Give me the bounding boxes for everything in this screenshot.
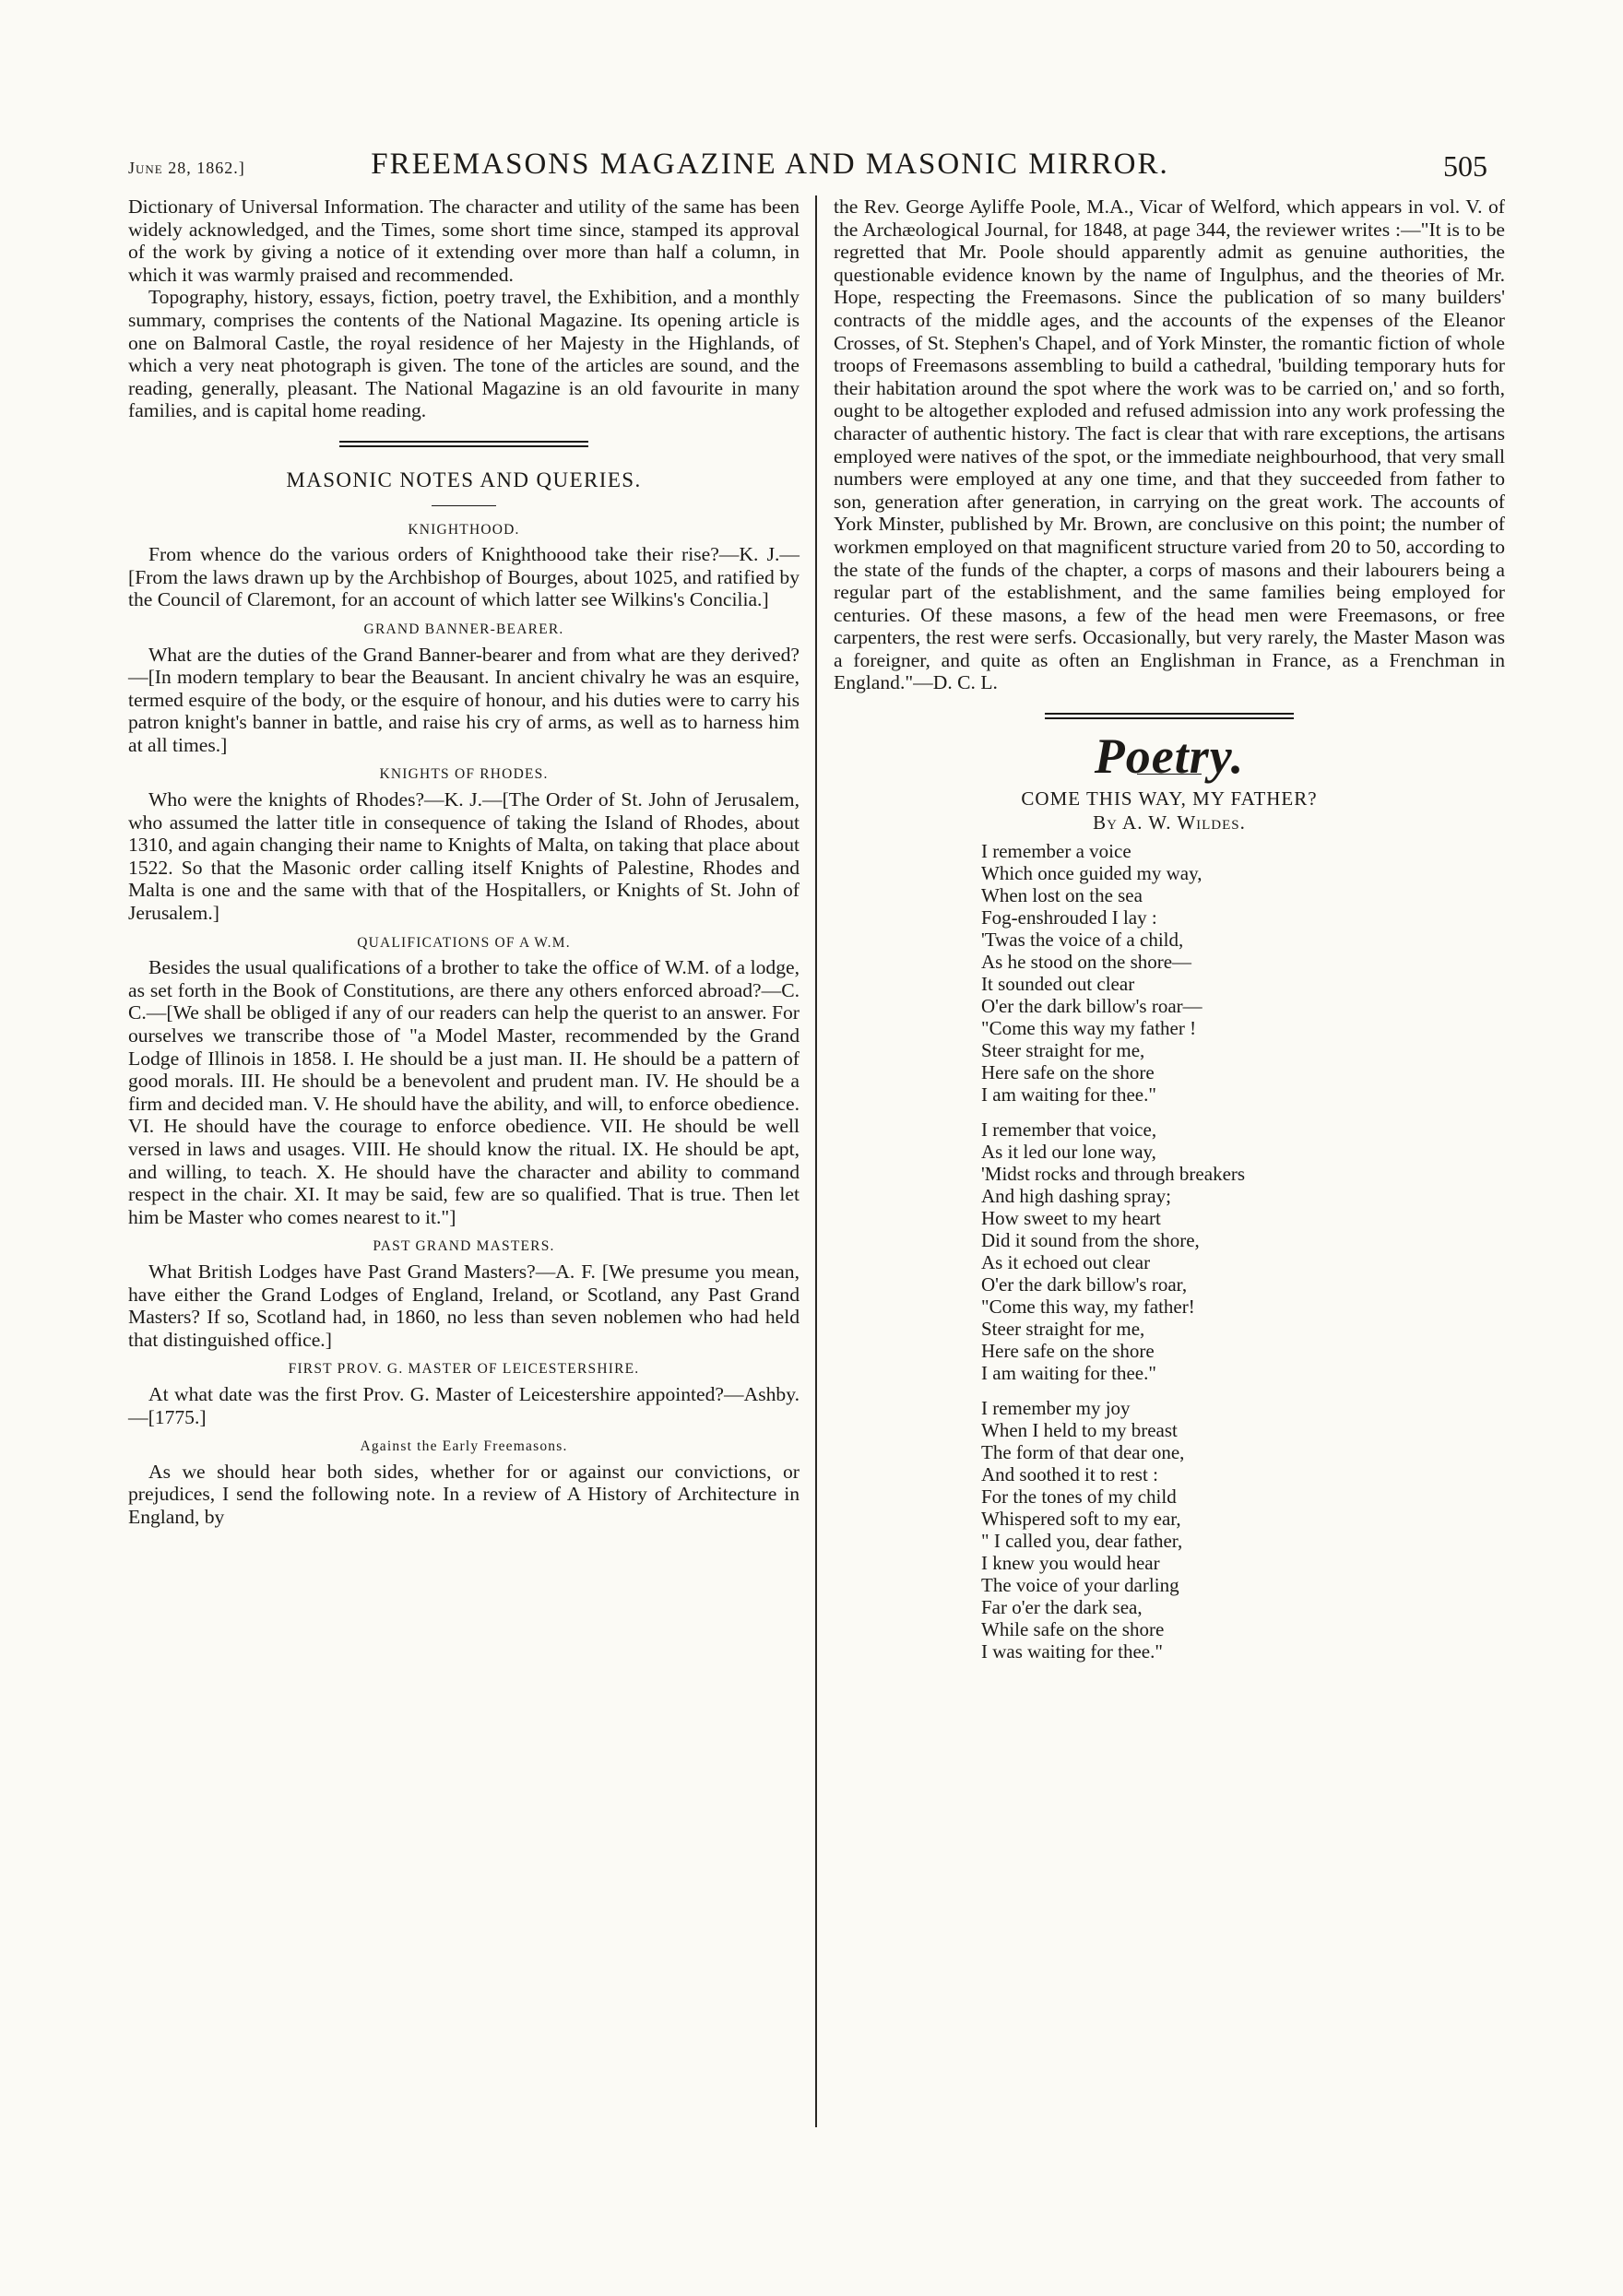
query-heading: Against the Early Freemasons. bbox=[360, 1438, 568, 1455]
poem-title: COME THIS WAY, MY FATHER? bbox=[1021, 787, 1318, 810]
query-text: Who were the knights of Rhodes?—K. J.—[The Order of St. John of Jerusalem, who assumed the latter title in consequence of taking the Island of Rhodes, about 1310, and again changing their name to Knights of Malta, on taking that place about 1522. So that the Masonic order calling itself Knights of Palestine, Rhodes and Malta is one and the same with that of the Hospitallers, or Knights of St. John of Jerusalem.] bbox=[128, 788, 800, 925]
column-rule bbox=[815, 195, 817, 2127]
query-text: At what date was the first Prov. G. Master of Leicestershire appointed?—Ashby.—[1775.] bbox=[128, 1382, 800, 1428]
poem-line: I remember a voice bbox=[981, 839, 1131, 862]
poem-line: O'er the dark billow's roar, bbox=[981, 1272, 1188, 1296]
paragraph: the Rev. George Ayliffe Poole, M.A., Vicar of Welford, which appears in vol. V. of the Archæological Journal, for 1848, at page 344, the reviewer writes :—"It is to be regretted that Mr. Poole should apparently admit as genuine authorities, the questionable evidence known by the name of Ingulphus, and the theories of Mr. Hope, respecting the Freemasons. Since the publication of so many builders' contracts of the middle ages, and the accounts of the expenses of the Eleanor Crosses, of St. Stephen's Chapel, and of York Minster, the romantic fiction of whole troops of Freemasons assembling to build a cathedral, 'building temporary huts for their habitation around the spot where the work was to be carried on,' and so forth, ought to be altogether exploded and refused admission into any work professing the character of authentic history. The fact is clear that with rare exceptions, the artisans employed were natives of the spot, or the immediate neighbourhood, that very small numbers were employed at any one time, and that they succeeded from father to son, generation after generation, in carrying on the great work. The accounts of York Minster, published by Mr. Brown, are conclusive on this point; the number of workmen employed on that magnificent structure varied from 20 to 50, according to the state of the funds of the chapter, a corps of masons and their labourers being a regular part of the establishment, and the same families being employed for centuries. Of these masons, a few of the head men were Freemasons, or free carpenters, the rest were serfs. Occasionally, but very rarely, the Master Mason was a foreigner, and quite as often an Englishman in France, as a Frenchman in England."—D. C. L. bbox=[834, 195, 1505, 694]
poem-line: Steer straight for me, bbox=[981, 1317, 1145, 1340]
poem-line: I am waiting for thee." bbox=[981, 1083, 1156, 1106]
poem-line: Fog-enshrouded I lay : bbox=[981, 905, 1157, 929]
section-divider bbox=[339, 441, 588, 447]
poem-line: 'Twas the voice of a child, bbox=[981, 928, 1184, 951]
poem-line: O'er the dark billow's roar— bbox=[981, 994, 1202, 1017]
section-title: MASONIC NOTES AND QUERIES. bbox=[286, 467, 642, 491]
query-text: From whence do the various orders of Knighthoood take their rise?—K. J.—[From the laws drawn up by the Archbishop of Bourges, about 1025, and ratified by the Council of Claremont, for an account of which latter see Wilkins's Concilia.] bbox=[128, 543, 800, 611]
poetry-heading: Poetry. bbox=[1094, 728, 1245, 785]
query-text: As we should hear both sides, whether for or against our convictions, or prejudices, I send the following note. In a review of A History of Architecture in England, by bbox=[128, 1460, 800, 1528]
query-heading: FIRST PROV. G. MASTER OF LEICESTERSHIRE. bbox=[288, 1361, 640, 1378]
paragraph: Topography, history, essays, fiction, poetry travel, the Exhibition, and a monthly summary, comprises the contents of the National Magazine. Its opening article is one on Balmoral Castle, the royal residence of her Majesty in the Highlands, of which a very neat photograph is given. The tone of the articles are sound, and the reading, generally, pleasant. The National Magazine is an old favourite in many families, and is capital home reading. bbox=[128, 286, 800, 422]
poem-line: How sweet to my heart bbox=[981, 1206, 1161, 1229]
poem-line: And soothed it to rest : bbox=[981, 1462, 1158, 1485]
poem-line: As he stood on the shore— bbox=[981, 950, 1192, 973]
query-heading: PAST GRAND MASTERS. bbox=[373, 1238, 555, 1255]
poem-line: 'Midst rocks and through breakers bbox=[981, 1162, 1246, 1185]
poem-line: I remember that voice, bbox=[981, 1118, 1157, 1141]
paragraph: Dictionary of Universal Information. The character and utility of the same has been widely acknowledged, and the Times, some short time since, stamped its approval of the work by giving a notice of it extending over more than half a column, in which it was warmly praised and recommended. bbox=[128, 195, 800, 286]
poem-line: I remember my joy bbox=[981, 1396, 1131, 1419]
section-divider bbox=[1045, 713, 1294, 719]
poem-line: When I held to my breast bbox=[981, 1418, 1178, 1441]
poem-stanza bbox=[981, 1118, 1505, 1384]
poem-line: I knew you would hear bbox=[981, 1551, 1160, 1574]
query-text: Besides the usual qualifications of a brother to take the office of W.M. of a lodge, as set forth in the Book of Constitutions, are there any others enforced abroad?—C. C.—[We shall be obliged if any of our readers can help the querist to an answer. For ourselves we transcribe those of "a Model Master, recommended by the Grand Lodge of Illinois in 1858. I. He should be a just man. II. He should be a pattern of good morals. III. He should be a benevolent and prudent man. IV. He should be a firm and decided man. V. He should have the ability, and will, to enforce obedience. VI. He should have the courage to enforce obedience. VII. He should be well versed in laws and usages. VIII. He should know the ritual. IX. He should be apt, and willing, to teach. X. He should have the character and ability to command respect in the chair. XI. It may be said, few are so qualified. That is true. Then let him be Master who comes nearest to it."] bbox=[128, 956, 800, 1228]
poem-line: Far o'er the dark sea, bbox=[981, 1595, 1143, 1618]
poem-line: Whispered soft to my ear, bbox=[981, 1507, 1181, 1530]
poem-line: I was waiting for thee." bbox=[981, 1639, 1163, 1663]
query-heading: GRAND BANNER-BEARER. bbox=[363, 621, 564, 637]
query-heading: KNIGHTS OF RHODES. bbox=[379, 766, 549, 783]
issue-date: June 28, 1862.] bbox=[128, 159, 245, 177]
poem-author: By A. W. Wildes. bbox=[1093, 811, 1246, 834]
poem-line: "Come this way my father ! bbox=[981, 1016, 1197, 1039]
poem-line: While safe on the shore bbox=[981, 1617, 1165, 1640]
poem-line: And high dashing spray; bbox=[981, 1184, 1171, 1207]
short-rule bbox=[432, 505, 496, 506]
page-number: 505 bbox=[1443, 149, 1487, 183]
query-heading: QUALIFICATIONS OF A W.M. bbox=[357, 934, 571, 951]
poem-line: I am waiting for thee." bbox=[981, 1361, 1156, 1384]
poem-line: "Come this way, my father! bbox=[981, 1295, 1195, 1318]
poem-line: When lost on the sea bbox=[981, 883, 1143, 906]
poem-line: Steer straight for me, bbox=[981, 1038, 1145, 1061]
poem-line: Here safe on the shore bbox=[981, 1060, 1155, 1083]
poem-stanza bbox=[981, 840, 1505, 1106]
poem-line: As it echoed out clear bbox=[981, 1250, 1151, 1273]
magazine-title: FREEMASONS MAGAZINE AND MASONIC MIRROR. bbox=[371, 148, 1169, 181]
poem-line: The form of that dear one, bbox=[981, 1440, 1185, 1463]
poem-line: Here safe on the shore bbox=[981, 1339, 1155, 1362]
right-column bbox=[834, 195, 1505, 1675]
query-heading: KNIGHTHOOD. bbox=[408, 521, 520, 538]
running-header bbox=[0, 148, 1623, 184]
poem-line: As it led our lone way, bbox=[981, 1140, 1156, 1163]
poem-line: " I called you, dear father, bbox=[981, 1529, 1183, 1552]
query-text: What British Lodges have Past Grand Masters?—A. F. [We presume you mean, have either the Grand Lodges of England, Ireland, or Scotland, any Past Grand Masters? If so, Scotland had, in 1860, no less than seven noblemen who had held that distinguished office.] bbox=[128, 1260, 800, 1351]
poem-line: The voice of your darling bbox=[981, 1573, 1179, 1596]
poem-stanza bbox=[981, 1397, 1505, 1663]
poem-line: Did it sound from the shore, bbox=[981, 1228, 1200, 1251]
query-text: What are the duties of the Grand Banner-bearer and from what are they derived?—[In modern templary to bear the Beausant. In ancient chivalry he was an esquire, termed esquire of the body, or the esquire of honour, and his duties were to carry his patron knight's banner in battle, and raise his cry of arms, as well as to harness him at all times.] bbox=[128, 643, 800, 756]
poem-line: It sounded out clear bbox=[981, 972, 1135, 995]
left-column bbox=[128, 195, 800, 2127]
poem-line: For the tones of my child bbox=[981, 1485, 1177, 1508]
poem-line: Which once guided my way, bbox=[981, 861, 1202, 884]
